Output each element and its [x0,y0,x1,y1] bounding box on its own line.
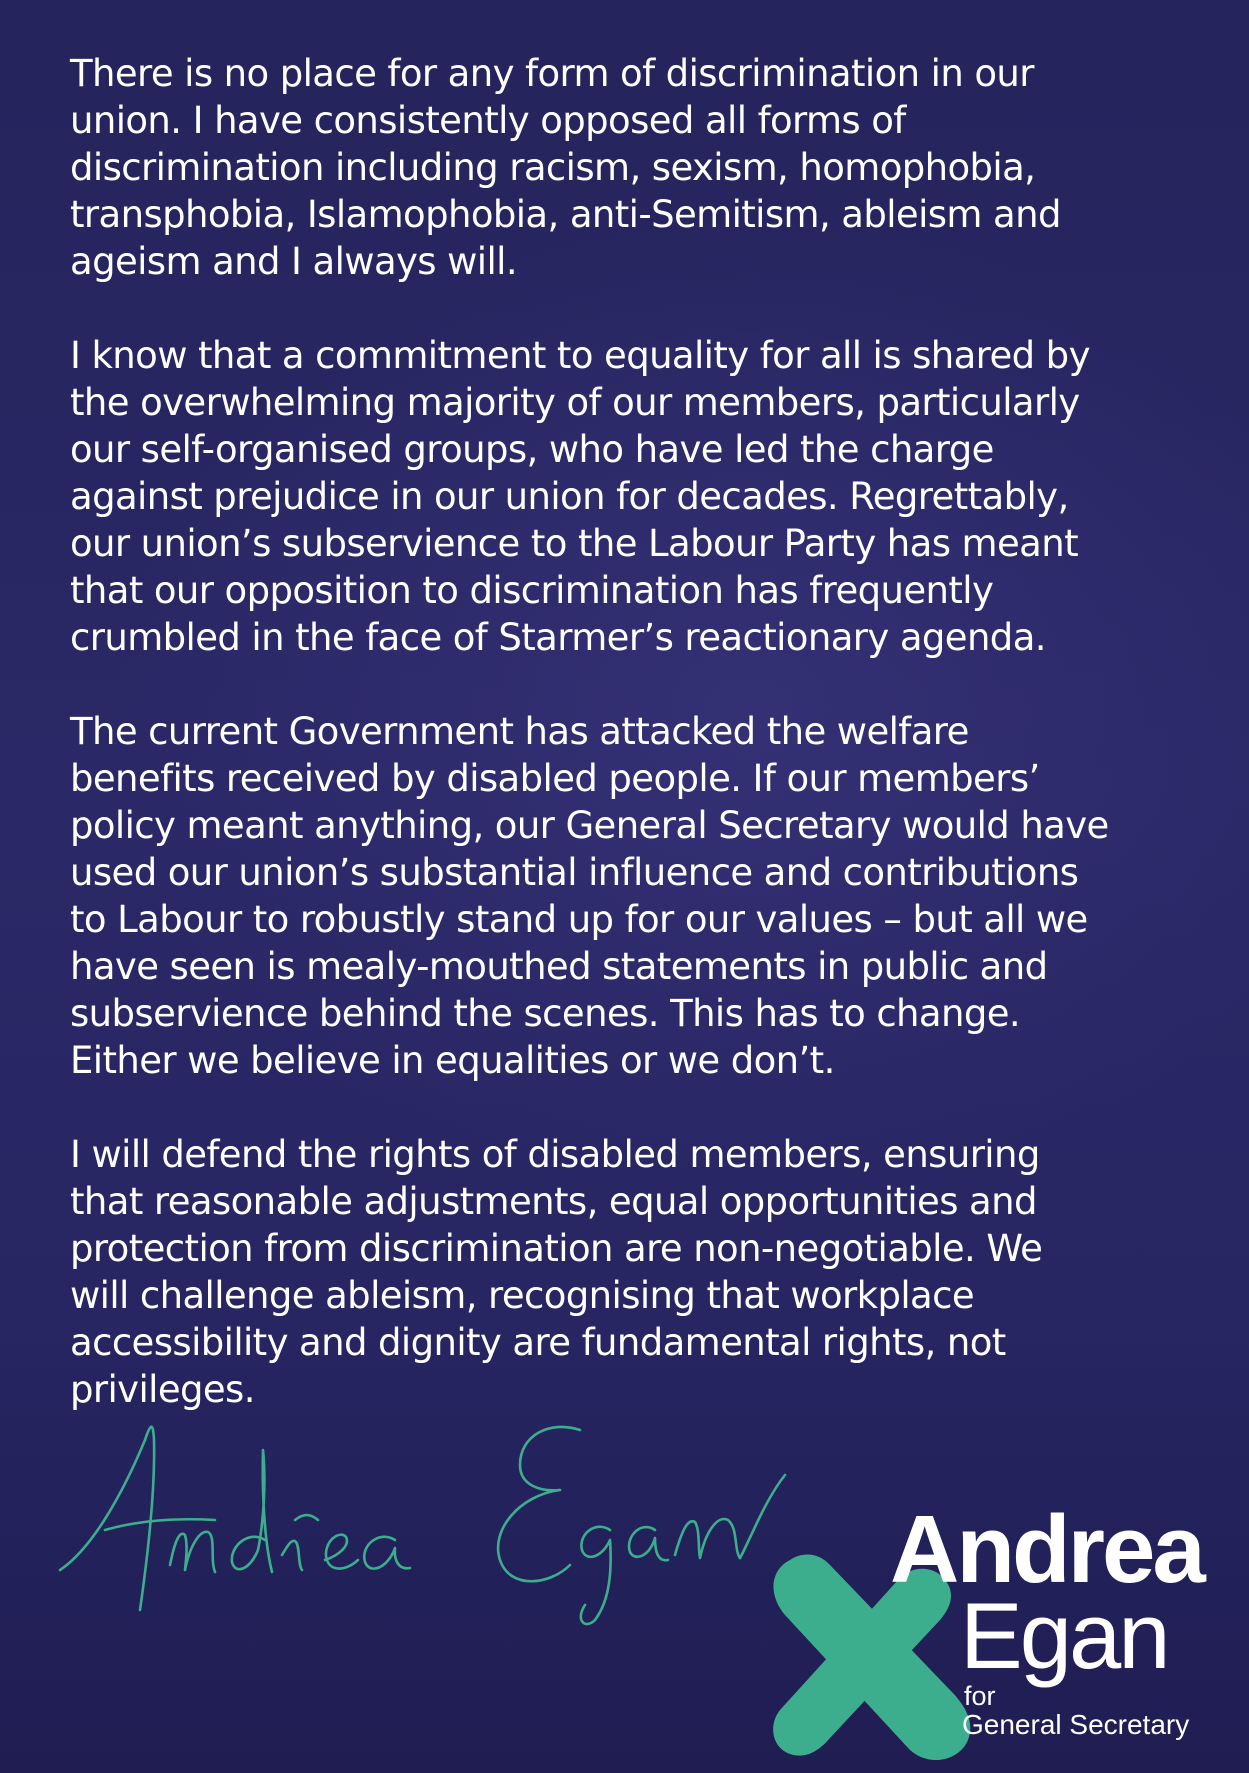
text-line: crumbled in the face of Starmer’s reactionary agenda. [70,616,1046,659]
logo-for-label: for [964,1681,996,1711]
paragraph-3 [70,708,1210,1084]
letter-body [70,50,1210,1460]
text-line: ageism and I always will. [70,240,518,283]
text-line: protection from discrimination are non-negotiable. We [70,1227,1043,1270]
handwritten-signature [50,1380,830,1630]
text-line: will challenge ableism, recognising that workplace [70,1274,975,1317]
text-line: transphobia, Islamophobia, anti-Semitism, ableism and [70,193,1061,236]
text-line: There is no place for any form of discrimination in our [70,52,1034,95]
text-line: to Labour to robustly stand up for our values – but all we [70,898,1088,941]
text-line: the overwhelming majority of our members, particularly [70,381,1080,424]
text-line: have seen is mealy-mouthed statements in public and [70,945,1048,988]
text-line: our union’s subservience to the Labour Party has meant [70,522,1078,565]
text-line: that reasonable adjustments, equal opportunities and [70,1180,1037,1223]
text-line: union. I have consistently opposed all forms of [70,99,906,142]
signature-drawing [50,1380,830,1630]
logo-role-label: General Secretary [962,1709,1190,1740]
text-line: I will defend the rights of disabled members, ensuring [70,1133,1040,1176]
text-line: privileges. [70,1368,255,1411]
text-line: used our union’s substantial influence and contributions [70,851,1079,894]
text-line: discrimination including racism, sexism, homophobia, [70,146,1036,189]
text-line: accessibility and dignity are fundamental rights, not [70,1321,1006,1364]
text-line: The current Government has attacked the welfare [70,710,969,753]
paragraph-2 [70,332,1210,661]
text-line: subservience behind the scenes. This has to change. [70,992,1021,1035]
text-line: that our opposition to discrimination has frequently [70,569,994,612]
text-line: policy meant anything, our General Secretary would have [70,804,1109,847]
paragraph-4 [70,1131,1210,1413]
logo-first-name: Andrea [890,1496,1203,1603]
campaign-logo [760,1496,1240,1760]
text-line: our self-organised groups, who have led the charge [70,428,994,471]
paragraph-1 [70,50,1210,285]
text-line: I know that a commitment to equality for all is shared by [70,334,1090,377]
logo-last-name: Egan [960,1583,1168,1688]
text-line: Either we believe in equalities or we don’t. [70,1039,835,1082]
text-line: benefits received by disabled people. If our members’ [70,757,1040,800]
text-line: against prejudice in our union for decades. Regrettably, [70,475,1069,518]
